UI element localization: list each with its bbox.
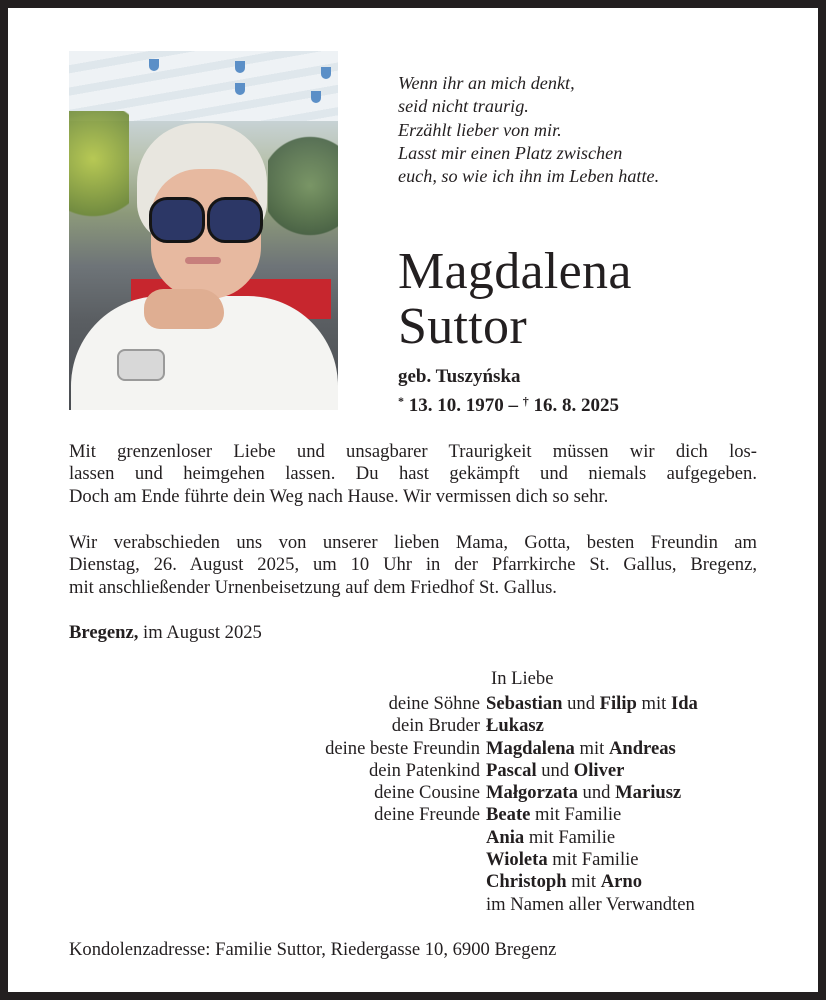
last-name: Suttor [398,298,527,355]
deceased-name [398,244,632,354]
text-line: Dienstag, 26. August 2025, um 10 Uhr in der Pfarrkirche St. Gallus, Bregenz, [69,554,757,576]
mourner-names [486,871,642,893]
dates-line [398,389,619,418]
poem-line: seid nicht traurig. [398,96,529,117]
mourner-relation: dein Patenkind [368,759,480,781]
mourner-names [486,715,544,737]
date-separator: – [503,395,523,416]
poem-line: Erzählt lieber von mir. [398,119,562,140]
mourner-connector: und [562,693,600,714]
lamp-decoration [311,91,321,103]
mourner-row [8,715,818,737]
mourner-row [8,782,818,804]
mourner-name: Łukasz [486,715,544,737]
mourner-names [486,693,698,715]
death-date: 16. 8. 2025 [533,395,619,416]
poem-line: Lasst mir einen Platz zwischen [398,142,623,163]
mourner-row [8,871,818,893]
text-line: Mit grenzenloser Liebe und unsagbarer Traurigkeit müssen wir dich los- [69,441,757,462]
mourner-names [486,894,695,916]
mourner-name: Filip [599,693,637,714]
greenery-decoration [268,131,338,241]
date: im August 2025 [138,622,262,643]
lamp-decoration [235,61,245,73]
poem-line: euch, so wie ich ihn im Leben hatte. [398,166,660,187]
mourner-connector: mit [566,871,601,893]
mourner-names [486,760,624,782]
mourner-row [8,849,818,871]
mourner-connector: mit Familie [530,804,622,826]
text-line: mit anschließender Urnenbeisetzung auf dem Friedhof St. Gallus. [69,576,557,598]
funeral-details-paragraph [69,532,757,599]
mourner-name: Wioleta [486,849,548,871]
lamp-decoration [149,59,159,71]
mourner-connector: und [577,782,616,804]
mourner-row [8,693,818,715]
lamp-decoration [321,67,331,79]
mourner-row [8,827,818,849]
sunglasses-icon [149,197,205,243]
obituary-card [8,8,818,992]
watch-icon [117,349,165,381]
maiden-name: geb. Tuszyńska [398,366,521,387]
mourner-row [8,804,818,826]
mourner-name: Małgorzata [486,782,578,804]
mourner-relation [8,894,486,916]
poem-line: Wenn ihr an mich denkt, [398,73,575,93]
place: Bregenz, [69,622,139,643]
mourner-row [8,894,818,916]
mourner-name: Oliver [573,759,625,781]
mourner-name: Magdalena [486,737,575,759]
mourner-connector: im Namen aller Verwandten [486,893,695,915]
mourner-relation: dein Bruder [391,715,480,737]
mourner-relation: deine Freunde [374,804,480,826]
mourner-connector: mit [636,693,671,714]
lamp-decoration [235,83,245,95]
portrait-photo [69,51,338,410]
mourner-connector: mit Familie [547,849,639,871]
mourner-relation: deine Söhne [388,693,480,714]
mourner-relation: deine Cousine [374,782,480,804]
mourner-relation [8,849,486,871]
mourner-names [486,849,639,871]
mourner-name: Ania [486,826,525,848]
mourner-names [486,804,621,826]
mourner-connector: mit [574,737,609,759]
text-line: Doch am Ende führte dein Weg nach Hause. Wir vermissen dich so sehr. [69,485,609,507]
condolence-address: Kondolenzadresse: Familie Suttor, Riedergasse 10, 6900 Bregenz [69,939,557,960]
mourner-name: Pascal [486,759,537,781]
mourner-relation [8,871,486,893]
life-dates [398,365,619,418]
text-line: Wir verabschieden uns von unserer lieben Mama, Gotta, besten Freundin am [69,532,757,553]
mourner-name: Sebastian [486,693,563,714]
birth-symbol: * [398,394,404,408]
hand-shape [144,289,224,329]
mourner-name: Arno [600,871,643,893]
mourner-name: Beate [486,804,531,826]
text-line: lassen und heimgehen lassen. Du hast gekämpft und niemals aufgegeben. [69,463,757,485]
mourner-names [486,738,676,760]
mourner-name: Andreas [608,737,676,759]
mourner-row [8,760,818,782]
poem [398,72,659,188]
mourners-list [8,693,818,916]
mourner-connector: und [536,759,574,781]
mourners-intro: In Liebe [491,668,554,689]
mourner-names [486,782,681,804]
mourner-names [486,827,615,849]
mourner-connector: mit Familie [524,826,616,848]
birth-date: 13. 10. 1970 [408,395,504,416]
death-symbol: † [522,394,529,408]
lips-shape [185,257,221,264]
farewell-paragraph [69,441,757,508]
mourner-row [8,738,818,760]
mourner-name: Ida [670,693,698,714]
mourner-name: Mariusz [615,782,682,804]
sunglasses-icon [207,197,263,243]
first-name: Magdalena [398,243,632,300]
greenery-decoration [69,111,129,231]
mourner-relation: deine beste Freundin [325,737,480,759]
mourner-name: Christoph [486,871,567,893]
mourner-relation [8,827,486,849]
place-date [69,622,262,644]
